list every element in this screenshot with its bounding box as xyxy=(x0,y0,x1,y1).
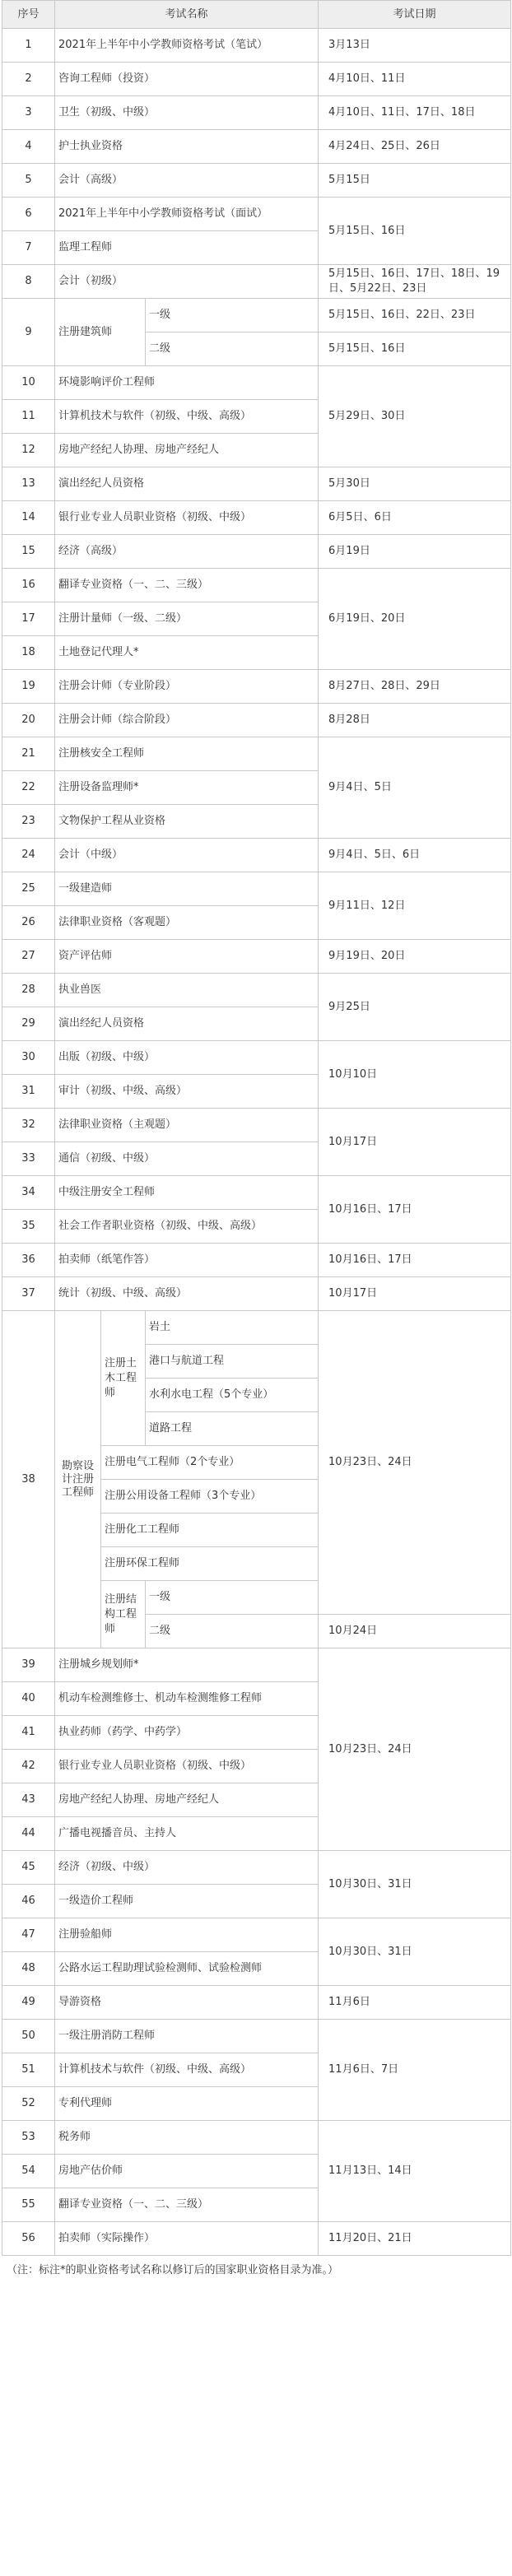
exam-name: 房地产经纪人协理、房地产经纪人 xyxy=(55,434,319,467)
table-row xyxy=(2,1277,511,1311)
exam-name: 卫生（初级、中级） xyxy=(55,96,319,130)
exam-sub-specialty: 水利水电工程（5个专业） xyxy=(146,1379,319,1412)
table-row xyxy=(2,96,511,130)
row-no: 26 xyxy=(2,906,55,940)
exam-name: 一级建造师 xyxy=(55,872,319,906)
row-no: 27 xyxy=(2,940,55,974)
exam-name: 税务师 xyxy=(55,2121,319,2155)
row-no: 52 xyxy=(2,2087,55,2121)
exam-sub-category: 注册土木工程师 xyxy=(101,1311,146,1446)
table-row xyxy=(2,299,511,332)
exam-sub-specialty: 一级 xyxy=(146,1581,319,1615)
exam-name: 社会工作者职业资格（初级、中级、高级） xyxy=(55,1210,319,1244)
exam-name: 注册设备监理师* xyxy=(55,771,319,805)
row-no: 2 xyxy=(2,63,55,96)
exam-name: 注册城乡规划师* xyxy=(55,1648,319,1682)
header-no: 序号 xyxy=(2,1,55,29)
exam-name: 注册建筑师 xyxy=(55,299,146,366)
table-row xyxy=(2,1311,511,1345)
row-no: 3 xyxy=(2,96,55,130)
exam-date: 9月11日、12日 xyxy=(319,872,511,940)
table-row xyxy=(2,366,511,400)
exam-date: 8月28日 xyxy=(319,704,511,737)
exam-name: 审计（初级、中级、高级） xyxy=(55,1075,319,1109)
row-no: 55 xyxy=(2,2188,55,2222)
exam-date: 6月5日、6日 xyxy=(319,501,511,535)
exam-name: 经济（初级、中级） xyxy=(55,1851,319,1885)
exam-date: 5月15日 xyxy=(319,164,511,198)
exam-date: 5月15日、16日、17日、18日、19日、5月22日、23日 xyxy=(319,265,511,299)
exam-name: 一级注册消防工程师 xyxy=(55,2020,319,2053)
exam-date: 5月29日、30日 xyxy=(319,366,511,467)
exam-sub-category: 注册电气工程师（2个专业） xyxy=(101,1446,319,1480)
exam-name: 法律职业资格（客观题） xyxy=(55,906,319,940)
exam-name: 2021年上半年中小学教师资格考试（笔试） xyxy=(55,29,319,63)
row-no: 31 xyxy=(2,1075,55,1109)
row-no: 29 xyxy=(2,1007,55,1041)
row-no: 25 xyxy=(2,872,55,906)
exam-name: 拍卖师（纸笔作答） xyxy=(55,1244,319,1277)
exam-name: 中级注册安全工程师 xyxy=(55,1176,319,1210)
row-no: 34 xyxy=(2,1176,55,1210)
row-no: 6 xyxy=(2,198,55,231)
exam-name: 2021年上半年中小学教师资格考试（面试） xyxy=(55,198,319,231)
row-no: 40 xyxy=(2,1682,55,1716)
row-no: 4 xyxy=(2,130,55,164)
exam-name: 会计（高级） xyxy=(55,164,319,198)
exam-date: 4月10日、11日、17日、18日 xyxy=(319,96,511,130)
table-row xyxy=(2,1244,511,1277)
header-date: 考试日期 xyxy=(319,1,511,29)
row-no: 23 xyxy=(2,805,55,839)
exam-name: 房地产经纪人协理、房地产经纪人 xyxy=(55,1783,319,1817)
table-row xyxy=(2,130,511,164)
row-no: 44 xyxy=(2,1817,55,1851)
row-no: 9 xyxy=(2,299,55,366)
exam-name: 环境影响评价工程师 xyxy=(55,366,319,400)
exam-name: 银行业专业人员职业资格（初级、中级） xyxy=(55,501,319,535)
table-row xyxy=(2,164,511,198)
exam-sub-level: 二级 xyxy=(146,332,319,366)
exam-sub-specialty: 二级 xyxy=(146,1615,319,1648)
row-no: 18 xyxy=(2,636,55,670)
exam-date: 10月30日、31日 xyxy=(319,1918,511,1986)
exam-date: 10月17日 xyxy=(319,1277,511,1311)
row-no: 5 xyxy=(2,164,55,198)
row-no: 24 xyxy=(2,839,55,872)
exam-name: 执业兽医 xyxy=(55,974,319,1007)
row-no: 51 xyxy=(2,2053,55,2087)
row-no: 1 xyxy=(2,29,55,63)
exam-sub-category: 注册环保工程师 xyxy=(101,1547,319,1581)
exam-name: 执业药师（药学、中药学） xyxy=(55,1716,319,1750)
exam-name: 通信（初级、中级） xyxy=(55,1142,319,1176)
exam-date: 10月23日、24日 xyxy=(319,1311,511,1615)
exam-name: 咨询工程师（投资） xyxy=(55,63,319,96)
row-no: 43 xyxy=(2,1783,55,1817)
exam-date: 8月27日、28日、29日 xyxy=(319,670,511,704)
table-row xyxy=(2,1109,511,1142)
table-row xyxy=(2,569,511,602)
exam-name: 专利代理师 xyxy=(55,2087,319,2121)
table-row xyxy=(2,704,511,737)
row-no: 15 xyxy=(2,535,55,569)
table-row xyxy=(2,501,511,535)
row-no: 32 xyxy=(2,1109,55,1142)
exam-name: 注册会计师（综合阶段） xyxy=(55,704,319,737)
exam-name: 广播电视播音员、主持人 xyxy=(55,1817,319,1851)
footnote: （注：标注*的职业资格考试名称以修订后的国家职业资格目录为准。） xyxy=(7,2264,339,2276)
row-no: 36 xyxy=(2,1244,55,1277)
row-no: 8 xyxy=(2,265,55,299)
table-row xyxy=(2,198,511,231)
exam-name: 计算机技术与软件（初级、中级、高级） xyxy=(55,400,319,434)
exam-date: 5月15日、16日、22日、23日 xyxy=(319,299,511,332)
table-row xyxy=(2,974,511,1007)
exam-date: 11月6日、7日 xyxy=(319,2020,511,2121)
exam-sub-category: 注册化工工程师 xyxy=(101,1514,319,1547)
exam-name: 导游资格 xyxy=(55,1986,319,2020)
exam-sub-specialty: 岩土 xyxy=(146,1311,319,1345)
exam-date: 5月15日、16日 xyxy=(319,332,511,366)
row-no: 11 xyxy=(2,400,55,434)
row-no: 45 xyxy=(2,1851,55,1885)
row-no: 35 xyxy=(2,1210,55,1244)
table-row xyxy=(2,737,511,771)
exam-name: 注册会计师（专业阶段） xyxy=(55,670,319,704)
exam-name: 出版（初级、中级） xyxy=(55,1041,319,1075)
row-no: 53 xyxy=(2,2121,55,2155)
exam-name: 翻译专业资格（一、二、三级） xyxy=(55,2188,319,2222)
exam-name: 银行业专业人员职业资格（初级、中级） xyxy=(55,1750,319,1783)
exam-sub-category: 注册结构工程师 xyxy=(101,1581,146,1648)
exam-date: 11月20日、21日 xyxy=(319,2222,511,2256)
table-row xyxy=(2,839,511,872)
exam-date: 9月19日、20日 xyxy=(319,940,511,974)
exam-name: 会计（中级） xyxy=(55,839,319,872)
exam-date: 5月15日、16日 xyxy=(319,198,511,265)
exam-name: 统计（初级、中级、高级） xyxy=(55,1277,319,1311)
table-row xyxy=(2,467,511,501)
exam-date: 6月19日 xyxy=(319,535,511,569)
table-row xyxy=(2,1176,511,1210)
exam-group-name: 勘察设计注册工程师 xyxy=(55,1311,101,1648)
table-row xyxy=(2,535,511,569)
exam-date: 6月19日、20日 xyxy=(319,569,511,670)
row-no: 46 xyxy=(2,1885,55,1918)
exam-date: 10月16日、17日 xyxy=(319,1244,511,1277)
table-row xyxy=(2,1648,511,1682)
table-row xyxy=(2,670,511,704)
exam-name: 演出经纪人员资格 xyxy=(55,1007,319,1041)
exam-date: 10月10日 xyxy=(319,1041,511,1109)
exam-name: 机动车检测维修士、机动车检测维修工程师 xyxy=(55,1682,319,1716)
table-row xyxy=(2,940,511,974)
table-row xyxy=(2,872,511,906)
row-no: 16 xyxy=(2,569,55,602)
row-no: 38 xyxy=(2,1311,55,1648)
exam-name: 注册核安全工程师 xyxy=(55,737,319,771)
row-no: 33 xyxy=(2,1142,55,1176)
exam-date: 10月17日 xyxy=(319,1109,511,1176)
table-row xyxy=(2,1041,511,1075)
exam-name: 房地产估价师 xyxy=(55,2155,319,2188)
exam-name: 资产评估师 xyxy=(55,940,319,974)
row-no: 56 xyxy=(2,2222,55,2256)
exam-sub-level: 一级 xyxy=(146,299,319,332)
exam-name: 注册验船师 xyxy=(55,1918,319,1952)
row-no: 20 xyxy=(2,704,55,737)
row-no: 47 xyxy=(2,1918,55,1952)
exam-name: 会计（初级） xyxy=(55,265,319,299)
row-no: 49 xyxy=(2,1986,55,2020)
row-no: 12 xyxy=(2,434,55,467)
table-header-row xyxy=(2,1,511,29)
exam-name: 监理工程师 xyxy=(55,231,319,265)
exam-name: 一级造价工程师 xyxy=(55,1885,319,1918)
exam-date: 10月24日 xyxy=(319,1615,511,1648)
table-row xyxy=(2,1918,511,1952)
table-row xyxy=(2,2222,511,2256)
row-no: 17 xyxy=(2,602,55,636)
table-row xyxy=(2,1851,511,1885)
exam-date: 9月4日、5日、6日 xyxy=(319,839,511,872)
header-name: 考试名称 xyxy=(55,1,319,29)
exam-sub-category: 注册公用设备工程师（3个专业） xyxy=(101,1480,319,1514)
exam-date: 9月4日、5日 xyxy=(319,737,511,839)
row-no: 13 xyxy=(2,467,55,501)
row-no: 21 xyxy=(2,737,55,771)
row-no: 41 xyxy=(2,1716,55,1750)
exam-date: 4月10日、11日 xyxy=(319,63,511,96)
row-no: 14 xyxy=(2,501,55,535)
exam-date: 10月30日、31日 xyxy=(319,1851,511,1918)
exam-date: 4月24日、25日、26日 xyxy=(319,130,511,164)
row-no: 7 xyxy=(2,231,55,265)
row-no: 50 xyxy=(2,2020,55,2053)
row-no: 10 xyxy=(2,366,55,400)
exam-name: 公路水运工程助理试验检测师、试验检测师 xyxy=(55,1952,319,1986)
table-row xyxy=(2,2020,511,2053)
exam-date: 10月16日、17日 xyxy=(319,1176,511,1244)
exam-date: 10月23日、24日 xyxy=(319,1648,511,1851)
row-no: 28 xyxy=(2,974,55,1007)
table-row xyxy=(2,265,511,299)
exam-date: 3月13日 xyxy=(319,29,511,63)
exam-name: 文物保护工程从业资格 xyxy=(55,805,319,839)
exam-date: 11月13日、14日 xyxy=(319,2121,511,2222)
exam-sub-specialty: 道路工程 xyxy=(146,1412,319,1446)
exam-name: 计算机技术与软件（初级、中级、高级） xyxy=(55,2053,319,2087)
row-no: 30 xyxy=(2,1041,55,1075)
table-row xyxy=(2,63,511,96)
exam-name: 法律职业资格（主观题） xyxy=(55,1109,319,1142)
row-no: 37 xyxy=(2,1277,55,1311)
exam-date: 9月25日 xyxy=(319,974,511,1041)
exam-name: 演出经纪人员资格 xyxy=(55,467,319,501)
row-no: 22 xyxy=(2,771,55,805)
exam-name: 护士执业资格 xyxy=(55,130,319,164)
row-no: 42 xyxy=(2,1750,55,1783)
exam-name: 翻译专业资格（一、二、三级） xyxy=(55,569,319,602)
exam-name: 拍卖师（实际操作） xyxy=(55,2222,319,2256)
table-row xyxy=(2,1986,511,2020)
row-no: 19 xyxy=(2,670,55,704)
exam-name: 经济（高级） xyxy=(55,535,319,569)
table-row xyxy=(2,2121,511,2155)
exam-sub-specialty: 港口与航道工程 xyxy=(146,1345,319,1379)
exam-date: 11月6日 xyxy=(319,1986,511,2020)
row-no: 48 xyxy=(2,1952,55,1986)
exam-date: 5月30日 xyxy=(319,467,511,501)
exam-name: 土地登记代理人* xyxy=(55,636,319,670)
row-no: 39 xyxy=(2,1648,55,1682)
row-no: 54 xyxy=(2,2155,55,2188)
table-row xyxy=(2,29,511,63)
exam-name: 注册计量师（一级、二级） xyxy=(55,602,319,636)
exam-schedule-table xyxy=(2,0,511,2256)
